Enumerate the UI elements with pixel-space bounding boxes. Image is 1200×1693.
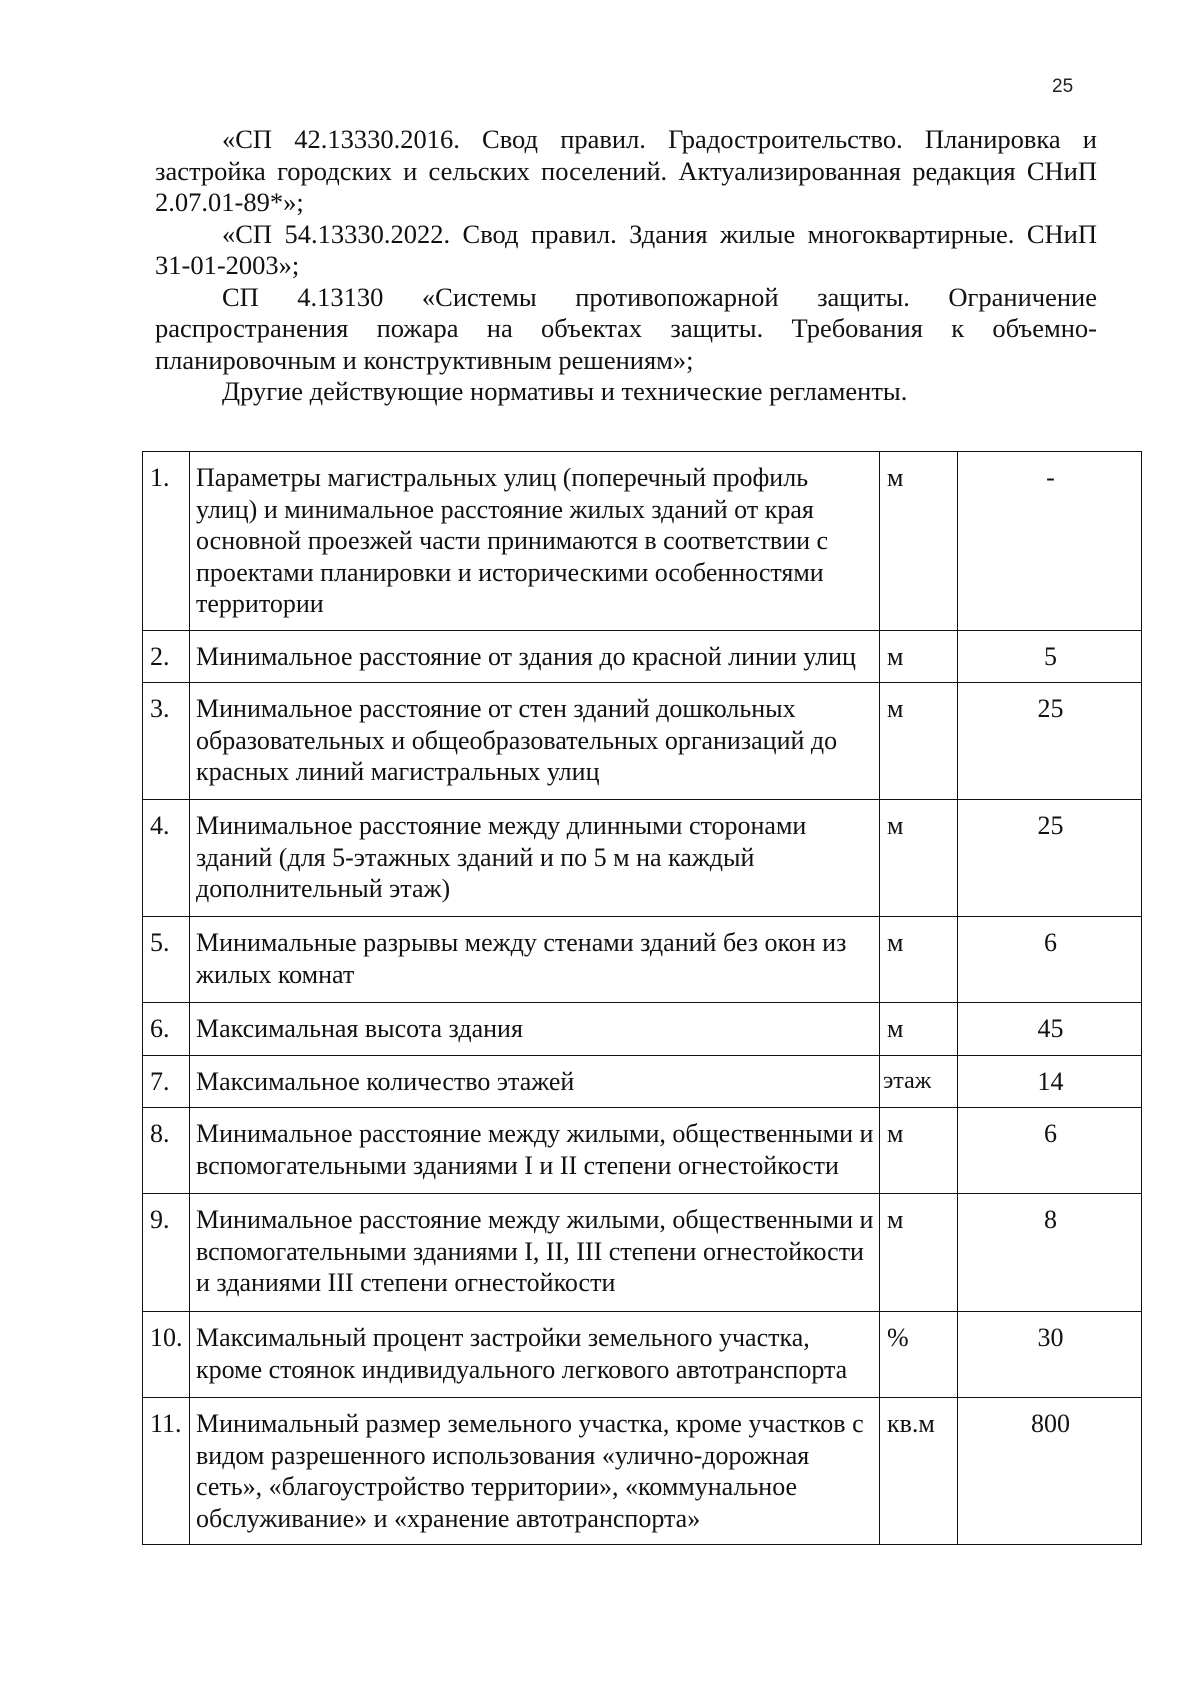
row-number: 11. [143, 1398, 190, 1545]
row-parameter: Минимальное расстояние между длинными сторонами зданий (для 5-этажных зданий и по 5 м на каждый дополнительный этаж) [190, 800, 880, 917]
row-value: 8 [958, 1194, 1142, 1312]
row-parameter: Максимальная высота здания [190, 1003, 880, 1056]
row-parameter: Максимальный процент застройки земельного участка, кроме стоянок индивидуального легкового автотранспорта [190, 1312, 880, 1398]
row-parameter: Минимальный размер земельного участка, кроме участков с видом разрешенного использования «улично-дорожная сеть», «благоустройство территории», «коммунальное обслуживание» и «хранение автотранспорта» [190, 1398, 880, 1545]
row-number: 2. [143, 630, 190, 683]
table-row [143, 800, 1142, 917]
row-number: 6. [143, 1003, 190, 1056]
row-unit: м [880, 800, 958, 917]
row-number: 10. [143, 1312, 190, 1398]
row-value: 6 [958, 917, 1142, 1003]
row-value: 30 [958, 1312, 1142, 1398]
intro-paragraph-other: Другие действующие нормативы и технические регламенты. [222, 376, 908, 406]
row-unit: м [880, 630, 958, 683]
table-row [143, 452, 1142, 631]
table-row [143, 683, 1142, 800]
intro-paragraph-sp42: «СП 42.13330.2016. Свод правил. Градостроительство. Планировка и застройка городских и сельских поселений. Актуализированная редакция СНиП 2.07.01-89*»; [155, 124, 1097, 217]
row-unit: этаж [880, 1055, 958, 1108]
row-value: 14 [958, 1055, 1142, 1108]
row-value: 5 [958, 630, 1142, 683]
row-value: - [958, 452, 1142, 631]
row-number: 1. [143, 452, 190, 631]
row-parameter: Минимальное расстояние от здания до красной линии улиц [190, 630, 880, 683]
row-unit: м [880, 1003, 958, 1056]
table-row [143, 630, 1142, 683]
row-unit: м [880, 452, 958, 631]
row-value: 25 [958, 683, 1142, 800]
row-parameter: Минимальное расстояние между жилыми, общественными и вспомогательными зданиями I, II, III степени огнестойкости и зданиями III степени огнестойкости [190, 1194, 880, 1312]
row-unit: кв.м [880, 1398, 958, 1545]
intro-paragraph-sp54: «СП 54.13330.2022. Свод правил. Здания жилые многоквартирные. СНиП 31-01-2003»; [155, 218, 1097, 280]
row-unit: % [880, 1312, 958, 1398]
row-parameter: Минимальное расстояние от стен зданий дошкольных образовательных и общеобразовательных организаций до красных линий магистральных улиц [190, 683, 880, 800]
table-row [143, 1312, 1142, 1398]
intro-paragraph-sp4: СП 4.13130 «Системы противопожарной защиты. Ограничение распространения пожара на объектах защиты. Требования к объемно-планировочным и конструктивным решениям»; [155, 281, 1097, 375]
table-row [143, 1055, 1142, 1108]
table-row [143, 1398, 1142, 1545]
table-row [143, 917, 1142, 1003]
row-value: 6 [958, 1108, 1142, 1194]
row-number: 3. [143, 683, 190, 800]
row-number: 7. [143, 1055, 190, 1108]
row-number: 8. [143, 1108, 190, 1194]
row-value: 800 [958, 1398, 1142, 1545]
row-unit: м [880, 1108, 958, 1194]
row-value: 25 [958, 800, 1142, 917]
table-row [143, 1194, 1142, 1312]
row-value: 45 [958, 1003, 1142, 1056]
table-row [143, 1003, 1142, 1056]
row-parameter: Параметры магистральных улиц (поперечный профиль улиц) и минимальное расстояние жилых зданий от края основной проезжей части принимаются в соответствии с проектами планировки и историческими особенностями территории [190, 452, 880, 631]
row-unit: м [880, 683, 958, 800]
parameters-table [142, 451, 1142, 1545]
row-parameter: Минимальное расстояние между жилыми, общественными и вспомогательными зданиями I и II степени огнестойкости [190, 1108, 880, 1194]
page-number: 25 [1052, 76, 1074, 97]
row-unit: м [880, 917, 958, 1003]
row-parameter: Минимальные разрывы между стенами зданий без окон из жилых комнат [190, 917, 880, 1003]
row-parameter: Максимальное количество этажей [190, 1055, 880, 1108]
intro-text [155, 124, 1097, 408]
row-number: 4. [143, 800, 190, 917]
table-row [143, 1108, 1142, 1194]
row-number: 9. [143, 1194, 190, 1312]
row-number: 5. [143, 917, 190, 1003]
row-unit: м [880, 1194, 958, 1312]
